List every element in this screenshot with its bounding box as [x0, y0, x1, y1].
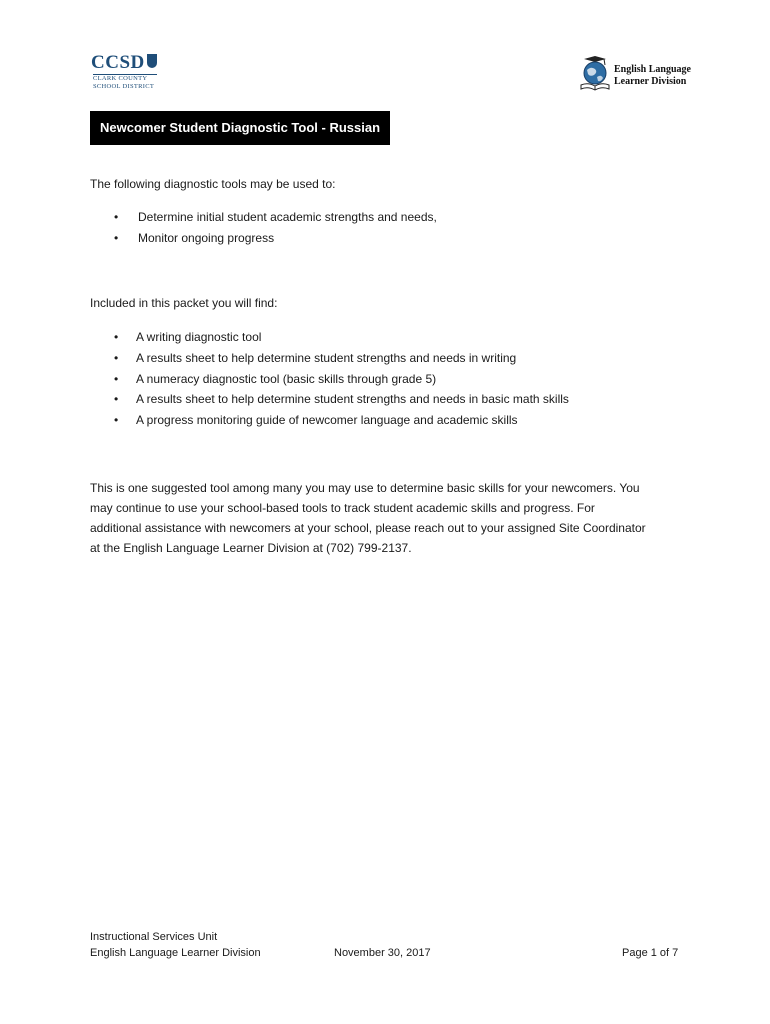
paragraph-line: may continue to use your school-based tools to track student academic skills and progress. For — [90, 501, 595, 515]
section2-intro: Included in this packet you will find: — [90, 296, 278, 310]
list-item — [114, 209, 614, 225]
list-item — [114, 230, 614, 246]
paragraph-line: additional assistance with newcomers at your school, please reach out to your assigned Site Coordinator — [90, 521, 646, 535]
list-item — [114, 391, 674, 407]
eld-logo — [578, 55, 691, 93]
bullet-icon: • — [114, 231, 119, 245]
list-item-text: Determine initial student academic strengths and needs, — [138, 210, 437, 224]
list-item — [114, 329, 674, 345]
bullet-icon: • — [114, 210, 119, 224]
footer-unit: Instructional Services Unit — [90, 931, 218, 943]
bullet-icon: • — [114, 372, 119, 386]
footer-division: English Language Learner Division — [90, 947, 261, 959]
eld-logo-line1: English Language — [614, 64, 691, 75]
ccsd-logo-line1: CLARK COUNTY — [93, 75, 148, 82]
section1-intro: The following diagnostic tools may be used to: — [90, 177, 336, 191]
eld-logo-text — [614, 64, 691, 88]
bullet-icon: • — [114, 330, 119, 344]
list-item — [114, 350, 674, 366]
footer-date: November 30, 2017 — [334, 947, 431, 959]
list-item — [114, 371, 674, 387]
list-item — [114, 412, 674, 428]
body-paragraph — [90, 478, 690, 558]
list-item-text: Monitor ongoing progress — [138, 231, 275, 245]
ccsd-logo-line2: SCHOOL DISTRICT — [93, 83, 155, 90]
list-item-text: A writing diagnostic tool — [136, 330, 262, 344]
paragraph-line: at the English Language Learner Division at (702) 799-2137. — [90, 541, 412, 555]
document-title: Newcomer Student Diagnostic Tool - Russian — [90, 111, 390, 145]
list-item-text: A numeracy diagnostic tool (basic skills through grade 5) — [136, 372, 437, 386]
eld-logo-line2: Learner Division — [614, 76, 687, 87]
footer-page-number: Page 1 of 7 — [622, 947, 679, 959]
ccsd-logo — [91, 53, 163, 95]
list-item-text: A results sheet to help determine student strengths and needs in writing — [136, 351, 517, 365]
list-item-text: A progress monitoring guide of newcomer language and academic skills — [136, 413, 518, 427]
shield-icon — [147, 54, 157, 68]
bullet-icon: • — [114, 413, 119, 427]
list-item-text: A results sheet to help determine student strengths and needs in basic math skills — [136, 392, 569, 406]
globe-book-icon — [578, 55, 612, 93]
bullet-icon: • — [114, 351, 119, 365]
bullet-icon: • — [114, 392, 119, 406]
ccsd-logo-abbr: CCSD — [91, 52, 145, 73]
paragraph-line: This is one suggested tool among many you may use to determine basic skills for your newcomers. You — [90, 481, 640, 495]
